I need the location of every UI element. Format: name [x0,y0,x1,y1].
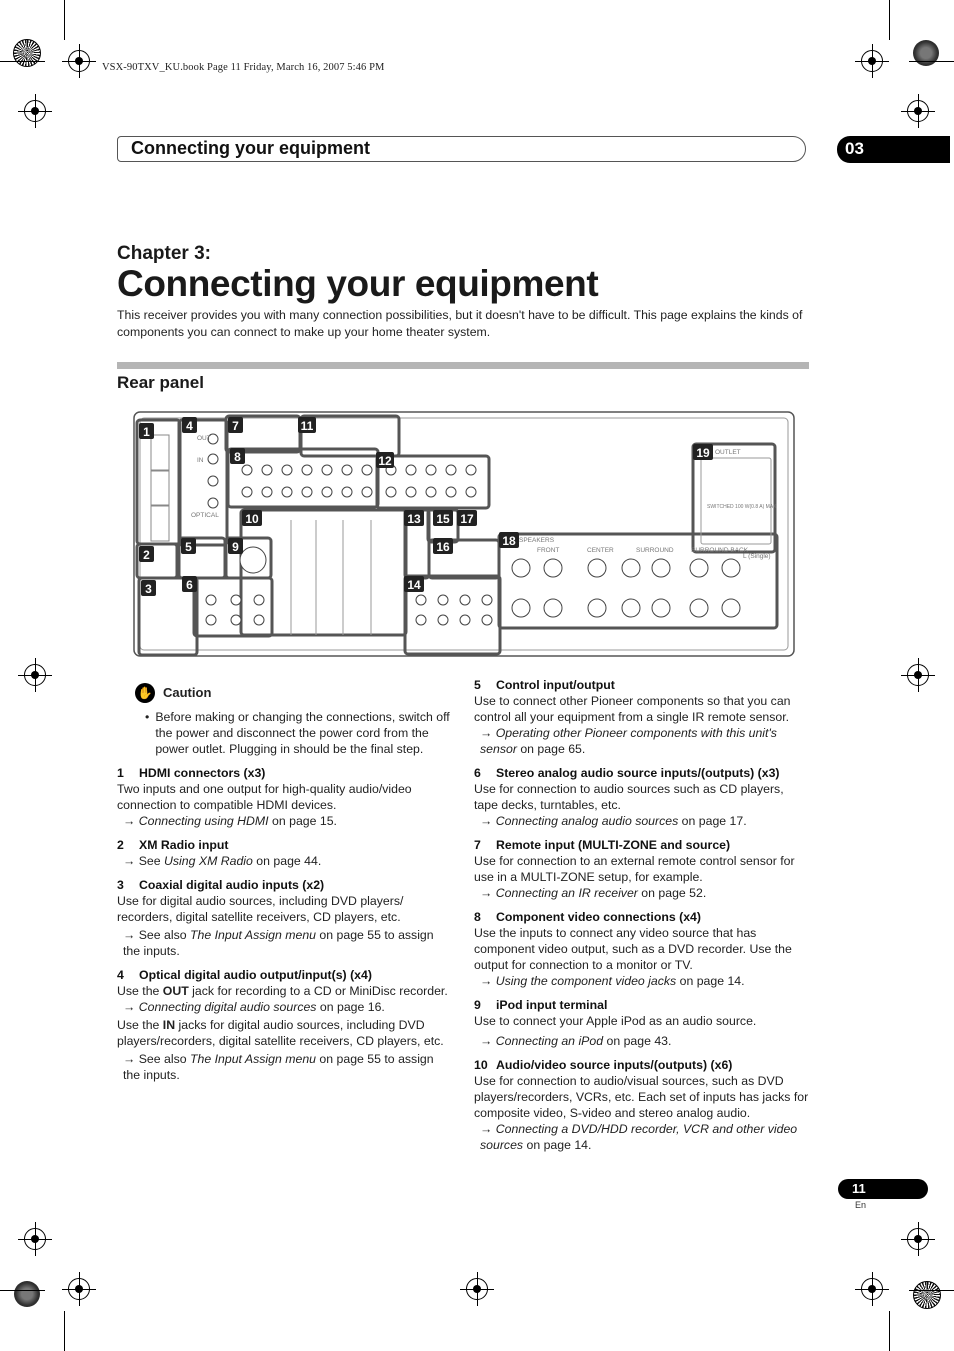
label-surround-back: SURROUND BACK [691,547,749,554]
registration-dot-icon [913,40,939,66]
label-optical: OPTICAL [191,512,219,519]
item-body-3: Use for digital audio sources, including DVD players/ recorders, digital satellite receivers, CD players, etc. [117,894,404,924]
item-heading-5: 5 Control input/output [474,678,615,692]
callout-4: 4 [186,419,193,433]
callout-10: 10 [245,512,259,526]
item-body-9: Use to connect your Apple iPod as an audio source. [474,1014,757,1028]
item-heading-6: 6 Stereo analog audio source inputs/(outputs) (x3) [474,766,780,780]
registration-mark-icon [24,1228,46,1250]
callout-8: 8 [234,450,241,464]
section-title: Rear panel [117,373,204,392]
label-surround: SURROUND [636,547,674,554]
callout-14: 14 [407,578,421,592]
registration-mark-icon [24,664,46,686]
callout-13: 13 [407,512,421,526]
callout-11: 11 [300,419,314,433]
item-heading-1: 1 HDMI connectors (x3) [117,766,266,780]
item-heading-7: 7 Remote input (MULTI-ZONE and source) [474,838,731,852]
item-heading-2: 2 XM Radio input [117,838,229,852]
item-body-10: Use for connection to audio/visual sources, such as DVD players/recorders, VCRs, etc. Each set of inputs has jacks for composite video, S-video and stereo analog audio. [474,1074,809,1120]
language-code: En [855,1200,867,1210]
label-speakers: SPEAKERS [519,537,555,544]
callout-2: 2 [143,548,150,562]
item-ref-1: → Connecting using HDMI on page 15. [117,813,452,829]
left-column [117,683,452,1083]
item-body-8: Use the inputs to connect any video source that has component video output, such as a DVD recorder. Use the output for connection to a monitor or TV. [474,926,792,972]
callout-1: 1 [143,425,150,439]
label-switched: SWITCHED 100 W(0.8 A) MAX [707,504,777,510]
item-ref-6: → Connecting analog audio sources on page 17. [474,813,810,829]
item-ref-8: → Using the component video jacks on page 14. [474,973,810,989]
rear-panel-diagram [131,410,796,658]
print-info: VSX-90TXV_KU.book Page 11 Friday, March 16, 2007 5:46 PM [102,62,385,73]
label-in: IN [197,457,204,464]
page-number-tab: 11 [838,1179,928,1199]
callout-12: 12 [378,454,392,468]
registration-mark-icon [907,664,929,686]
registration-mark-icon [68,50,90,72]
registration-star-icon [913,1281,941,1309]
item-heading-9: 9 iPod input terminal [474,998,608,1012]
registration-star-icon [13,39,41,67]
callout-16: 16 [436,540,450,554]
registration-mark-icon [68,1278,90,1300]
label-outlet: OUTLET [715,449,741,456]
caution-heading: ✋ Caution [135,683,452,703]
label-single: L (Single) [743,553,771,560]
item-ref-7: → Connecting an IR receiver on page 52. [474,885,810,901]
chapter-label: Chapter 3: [117,243,211,264]
chapter-number-tab: 03 [837,136,950,163]
registration-mark-icon [466,1278,488,1300]
label-out: OUT [197,435,211,442]
callout-18: 18 [502,534,516,548]
item-ref-5: → Operating other Pioneer components with this unit's sensor on page 65. [474,725,810,757]
callout-15: 15 [436,512,450,526]
callout-9: 9 [232,540,239,554]
item-body-4a: Use the OUT jack for recording to a CD or MiniDisc recorder. [117,984,448,998]
item-body-5: Use to connect other Pioneer components so that you can control all your equipment from a single IR remote sensor. [474,694,791,724]
header-title: Connecting your equipment [131,138,371,158]
page-title: Connecting your equipment [117,263,599,304]
caution-hand-icon: ✋ [135,683,155,703]
item-body-6: Use for connection to audio sources such as CD players, tape decks, turntables, etc. [474,782,784,812]
item-ref-4b: → See also The Input Assign menu on page 55 to assign the inputs. [117,1051,452,1083]
registration-mark-icon [24,100,46,122]
item-body-1: Two inputs and one output for high-quality audio/video connection to compatible HDMI devices. [117,782,412,812]
label-front: FRONT [537,547,560,554]
item-body-7: Use for connection to an external remote control sensor for use in a MULTI-ZONE setup, for example. [474,854,795,884]
registration-mark-icon [861,50,883,72]
item-ref-10: → Connecting a DVD/HDD recorder, VCR and other video sources on page 14. [474,1121,810,1153]
callout-6: 6 [186,578,193,592]
item-heading-8: 8 Component video connections (x4) [474,910,701,924]
item-ref-9: → Connecting an iPod on page 43. [474,1033,810,1049]
item-ref-3: → See also The Input Assign menu on page 55 to assign the inputs. [117,927,452,959]
registration-mark-icon [907,100,929,122]
section-rule [117,362,809,369]
right-column [474,669,810,1153]
registration-dot-icon [14,1281,40,1307]
item-ref-2: → See Using XM Radio on page 44. [117,853,452,869]
item-heading-10: 10 Audio/video source inputs/(outputs) (x6) [474,1058,733,1072]
callout-3: 3 [145,582,152,596]
callout-19: 19 [696,446,710,460]
registration-mark-icon [861,1278,883,1300]
item-heading-3: 3 Coaxial digital audio inputs (x2) [117,878,325,892]
item-body-4b: Use the IN jacks for digital audio sources, including DVD players/recorders, digital satellite receivers, CD players, etc. [117,1018,444,1048]
registration-mark-icon [907,1228,929,1250]
item-heading-4: 4 Optical digital audio output/input(s) (x4) [117,968,372,982]
callout-7: 7 [232,419,239,433]
item-ref-4a: → Connecting digital audio sources on page 16. [117,999,452,1015]
caution-bullet: • Before making or changing the connections, switch off the power and disconnect the power cord from the power outlet. Plugging in should be the final step. [145,710,450,756]
callout-5: 5 [185,540,192,554]
label-center: CENTER [587,547,614,554]
callout-17: 17 [460,512,474,526]
intro-paragraph: This receiver provides you with many connection possibilities, but it doesn't have to be difficult. This page explains the kinds of components you can connect to make up your home theater system. [117,308,803,339]
